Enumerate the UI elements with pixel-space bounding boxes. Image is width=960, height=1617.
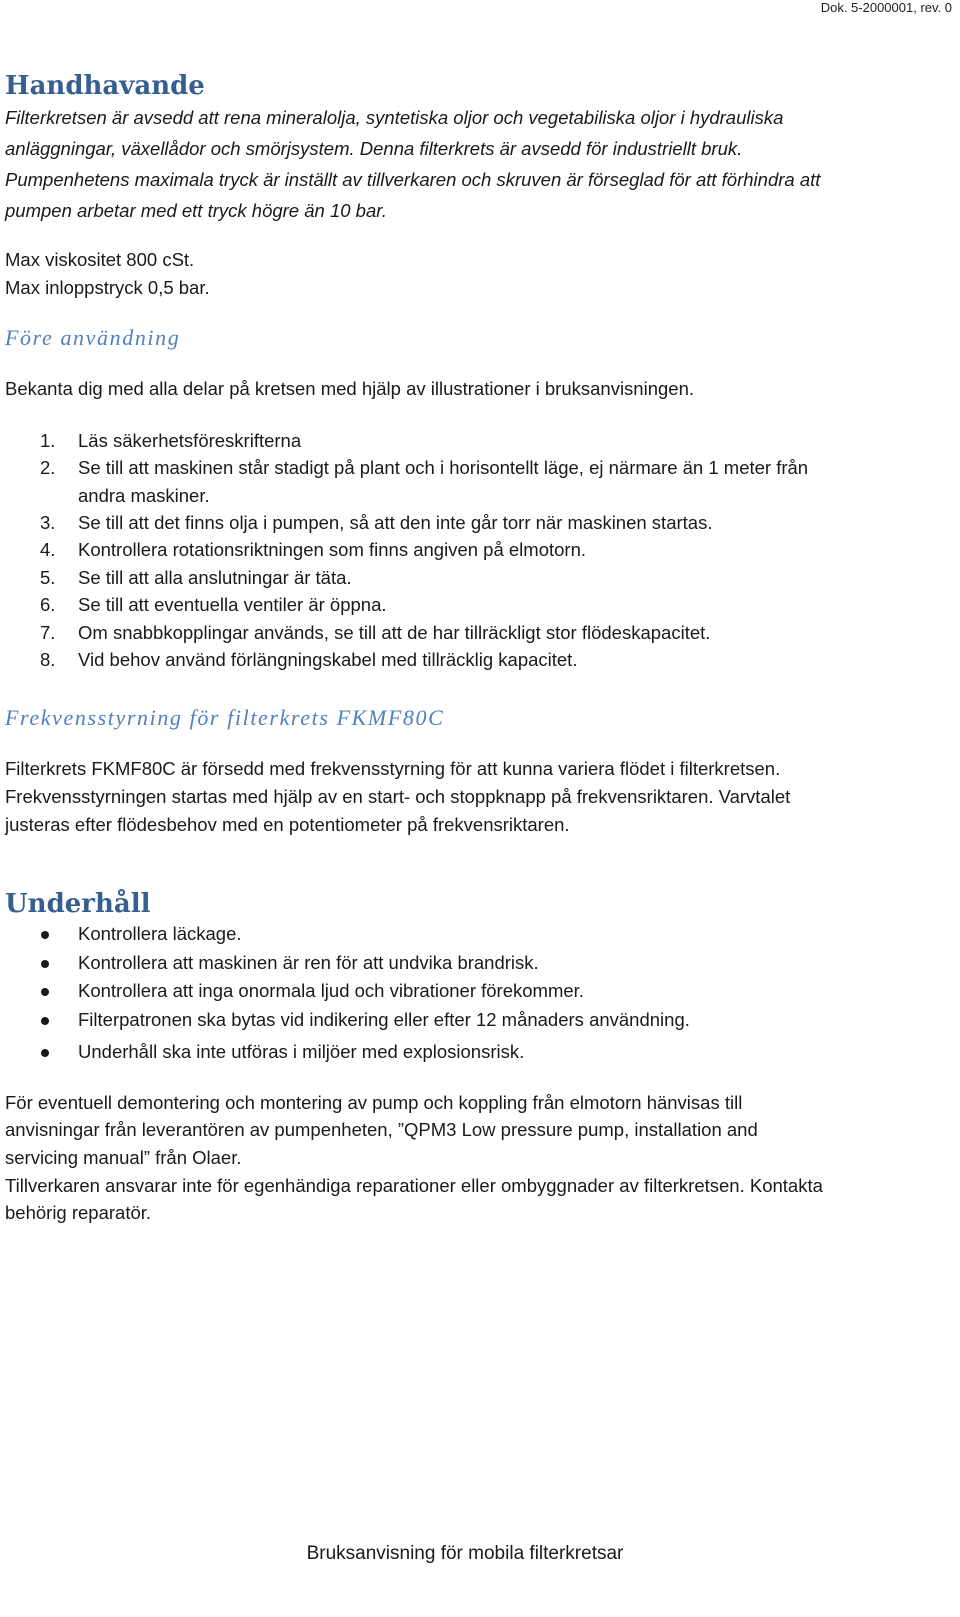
fore-intro: Bekanta dig med alla delar på kretsen med hjälp av illustrationer i bruksanvisningen. [5,378,694,400]
list-item [5,1038,935,1067]
step-number: 3. [40,512,56,533]
spec-inlet-pressure: Max inloppstryck 0,5 bar. [5,276,210,298]
item-text: Kontrollera att maskinen är ren för att undvika brandrisk. [78,951,539,973]
heading-fore-anvandning: Före användning [5,325,181,351]
step-number: 8. [40,649,56,671]
paragraph-line: behörig reparatör. [5,1202,152,1224]
intro-line: anläggningar, växellådor och smörjsystem. Denna filterkrets är avsedd för industriellt bruk. [5,138,743,159]
intro-paragraph [5,102,935,226]
list-item [5,564,935,591]
paragraph-line: anvisningar från leverantören av pumpenheten, ”QPM3 Low pressure pump, installation and [5,1119,758,1141]
paragraph-line: Frekvensstyrningen startas med hjälp av en start- och stoppknapp på frekvensriktaren. Varvtalet [5,786,791,808]
list-item [5,591,935,618]
step-number: 6. [40,594,56,616]
list-item [5,427,935,454]
page-footer: Bruksanvisning för mobila filterkretsar [306,1543,624,1564]
step-text: Kontrollera rotationsriktningen som finns angiven på elmotorn. [78,539,587,561]
maintenance-list [5,920,935,1067]
step-text: Se till att alla anslutningar är täta. [78,566,352,588]
step-text: Om snabbkopplingar används, se till att de har tillräckligt stor flödeskapacitet. [78,621,711,643]
paragraph-line: justeras efter flödesbehov med en potentiometer på frekvensriktaren. [5,813,570,835]
frekvens-paragraph [5,755,935,838]
bullet-icon [41,988,49,996]
step-number: 1. [40,429,56,451]
bullet-icon [41,1017,49,1025]
list-item [5,646,935,673]
paragraph-line: Tillverkaren ansvarar inte för egenhändiga reparationer eller ombyggnader av filterkretsen. Kontakta [5,1174,823,1196]
step-text: andra maskiner. [78,484,210,506]
heading-frekvensstyrning: Frekvensstyrning för filterkrets FKMF80C [5,705,445,731]
step-text: Läs säkerhetsföreskrifterna [78,429,302,451]
list-item [5,536,935,563]
spec-paragraph [5,246,935,301]
heading-handhavande: Handhavande [5,71,205,101]
document-body [5,66,935,1227]
bullet-icon [41,1049,49,1057]
step-number: 4. [40,539,56,561]
item-text: Kontrollera läckage. [78,923,242,945]
list-item [5,920,935,949]
step-number: 7. [40,621,56,643]
paragraph-line: För eventuell demontering och montering av pump och koppling från elmotorn hänvisas till [5,1091,743,1113]
closing-paragraph [5,1089,935,1227]
step-text: Vid behov använd förlängningskabel med tillräcklig kapacitet. [78,649,578,671]
intro-line: Pumpenhetens maximala tryck är inställt av tillverkaren och skruven är förseglad för att förhindra att [5,169,821,190]
bullet-icon [41,931,49,939]
item-text: Filterpatronen ska bytas vid indikering eller efter 12 månaders användning. [78,1008,690,1030]
list-item [5,454,935,509]
step-list [5,427,935,674]
heading-underhall: Underhåll [5,889,151,920]
paragraph-line: Filterkrets FKMF80C är försedd med frekvensstyrning för att kunna variera flödet i filterkretsen. [5,758,781,780]
paragraph-line: servicing manual” från Olaer. [5,1146,242,1168]
step-number: 2. [40,457,56,479]
step-text: Se till att maskinen står stadigt på plant och i horisontellt läge, ej närmare än 1 meter från [78,457,809,479]
list-item [5,977,935,1006]
list-item [5,1006,935,1035]
item-text: Underhåll ska inte utföras i miljöer med explosionsrisk. [78,1041,525,1063]
spec-viscosity: Max viskositet 800 cSt. [5,249,195,270]
step-text: Se till att eventuella ventiler är öppna. [78,594,387,616]
step-text: Se till att det finns olja i pumpen, så att den inte går torr när maskinen startas. [78,512,713,533]
bullet-icon [41,960,49,968]
list-item [5,949,935,978]
item-text: Kontrollera att inga onormala ljud och vibrationer förekommer. [78,980,584,1002]
document-reference: Dok. 5-2000001, rev. 0 [820,0,952,15]
step-number: 5. [40,566,56,588]
intro-line: Filterkretsen är avsedd att rena mineralolja, syntetiska oljor och vegetabiliska oljor i hydrauliska [5,107,784,128]
intro-line: pumpen arbetar med ett tryck högre än 10 bar. [5,200,387,221]
list-item [5,619,935,646]
list-item [5,509,935,536]
